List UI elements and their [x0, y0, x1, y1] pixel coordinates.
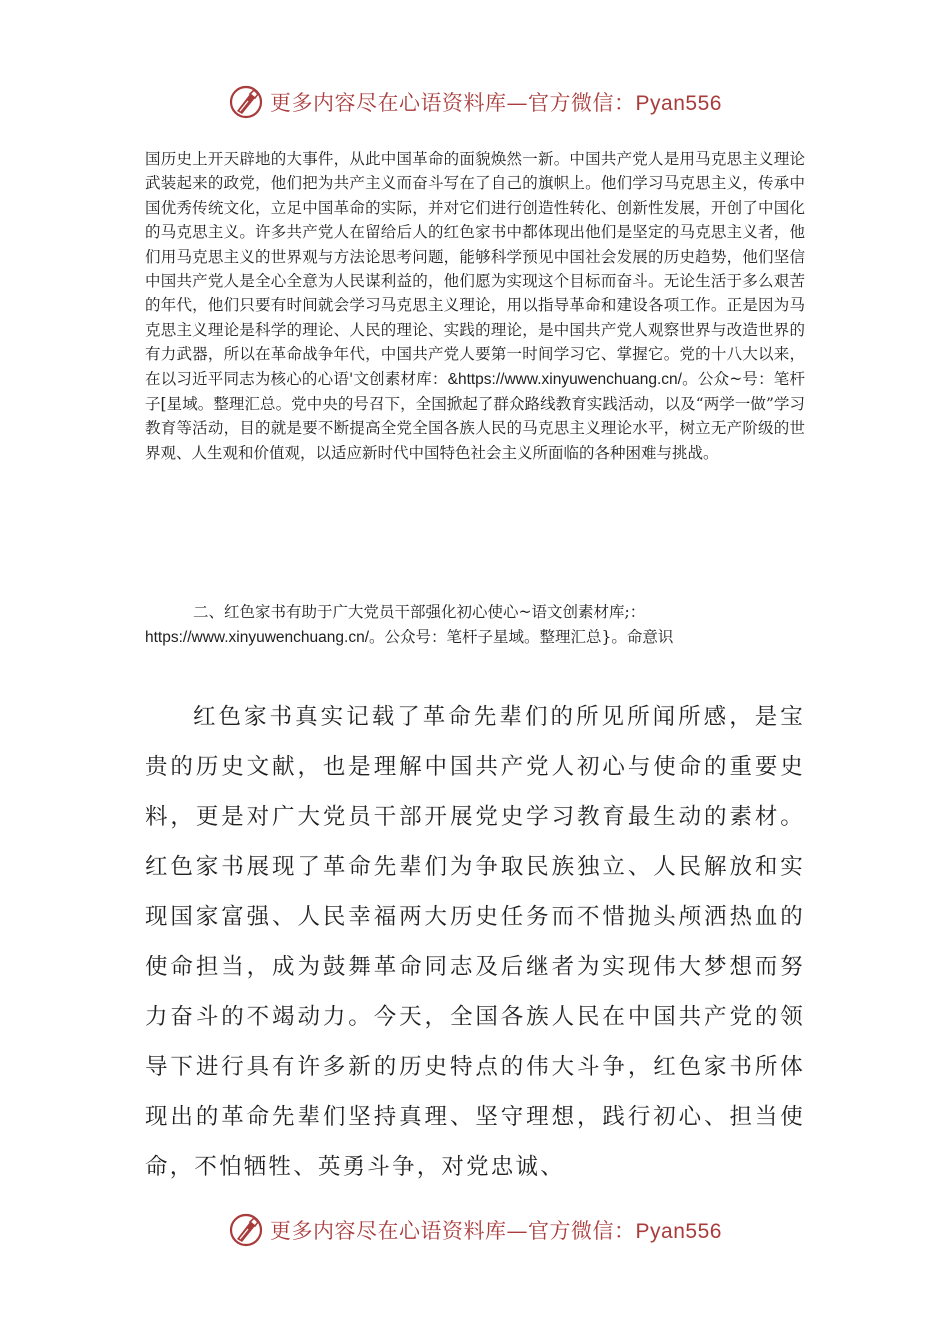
header-banner	[0, 82, 950, 122]
footer-wechat-id: Pyan556	[635, 1220, 722, 1243]
body-paragraph-2: 红色家书真实记载了革命先辈们的所见所闻所感，是宝贵的历史文献，也是理解中国共产党人初心与使命的重要史料，更是对广大党员干部开展党史学习教育最生动的素材。红色家书展现了革命先辈们为争取民族独立、人民解放和实现国家富强、人民幸福两大历史任务而不惜抛头颅洒热血的使命担当，成为鼓舞革命同志及后继者为实现伟大梦想而努力奋斗的不竭动力。今天，全国各族人民在中国共产党的领导下进行具有许多新的历史特点的伟大斗争，红色家书所体现出的革命先辈们坚持真理、坚守理想，践行初心、担当使命，不怕牺牲、英勇斗争，对党忠诚、	[145, 704, 805, 1180]
body-paragraph-1: 国历史上开天辟地的大事件，从此中国革命的面貌焕然一新。中国共产党人是用马克思主义理论武装起来的政党，他们把为共产主义而奋斗写在了自己的旗帜上。他们学习马克思主义，传承中国优秀传统文化，立足中国革命的实际，并对它们进行创造性转化、创新性发展，开创了中国化的马克思主义。许多共产党人在留给后人的红色家书中都体现出他们是坚定的马克思主义者，他们用马克思主义的世界观与方法论思考问题，能够科学预见中国社会发展的历史趋势，他们坚信中国共产党人是全心全意为人民谋利益的，他们愿为实现这个目标而奋斗。无论生活于多么艰苦的年代，他们只要有时间就会学习马克思主义理论，用以指导革命和建设各项工作。正是因为马克思主义理论是科学的理论、人民的理论、实践的理论，是中国共产党人观察世界与改造世界的有力武器，所以在革命战争年代，中国共产党人要第一时间学习它、掌握它。党的十八大以来，在以习近平同志为核心的心语'文创素材库：&https://www.xinyuwenchuang.cn/。公众~号：笔杆子[星域。整理汇总。党中央的号召下，全国掀起了群众路线教育实践活动，以及“两学一做”学习教育等活动，目的就是要不断提高全党全国各族人民的马克思主义理论水平，树立无产阶级的世界观、人生观和价值观，以适应新时代中国特色社会主义所面临的各种困难与挑战。	[145, 150, 805, 462]
footer-banner	[0, 1210, 950, 1250]
header-wechat-id: Pyan556	[635, 92, 722, 115]
header-banner-text: 更多内容尽在心语资料库—官方微信：Pyan556	[270, 91, 722, 115]
section-heading-link: https://www.xinyuwenchuang.cn/	[145, 629, 370, 646]
footer-banner-text: 更多内容尽在心语资料库—官方微信：Pyan556	[270, 1219, 722, 1243]
pen-nib-logo-icon	[228, 1212, 264, 1248]
body-paragraph-1-link: &https://www.xinyuwenchuang.cn/	[447, 370, 682, 388]
section-heading: 二、红色家书有助于广大党员干部强化初心使心~语文创素材库;：https://www.xinyuwenchuang.cn/。公众号：笔杆子星域。整理汇总}。命意识	[145, 603, 674, 646]
pen-nib-logo-icon	[228, 84, 264, 120]
